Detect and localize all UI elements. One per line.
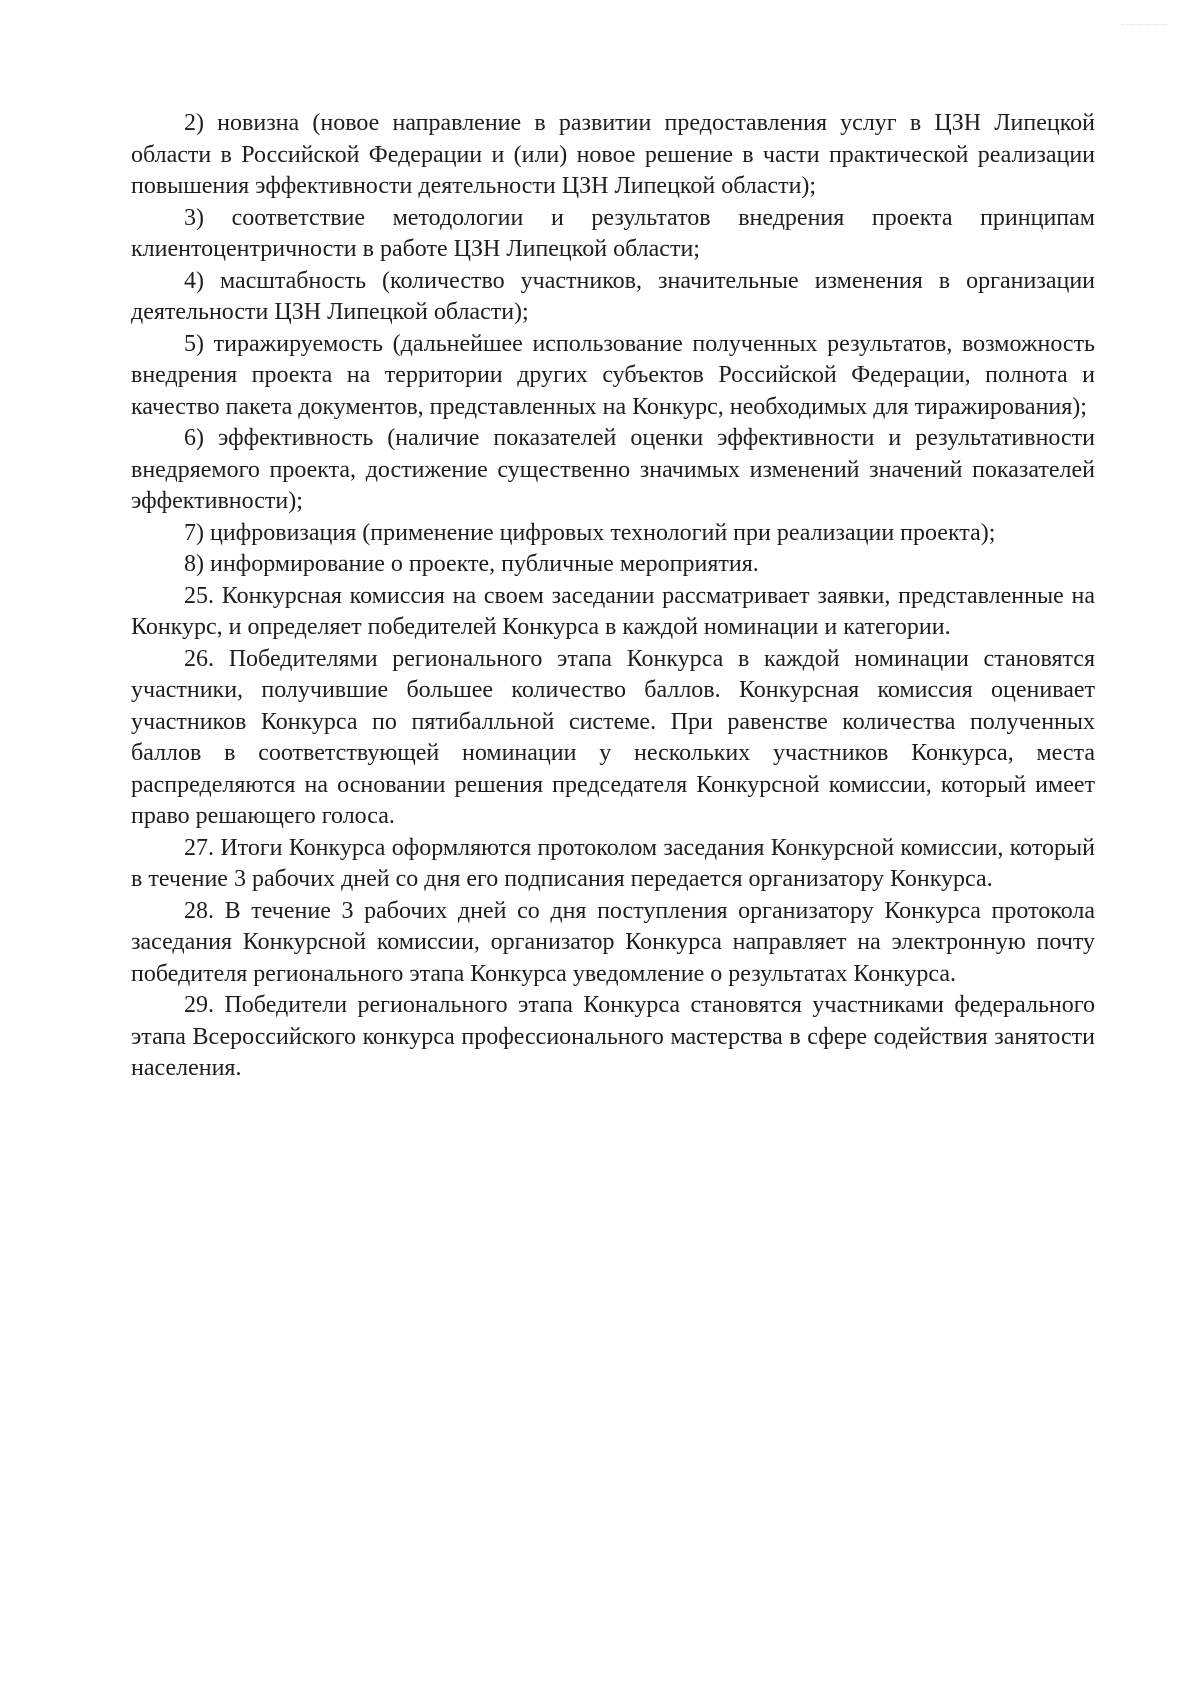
- scan-artifact: [1122, 24, 1168, 30]
- clause-27: 27. Итоги Конкурса оформляются протоколом заседания Конкурсной комиссии, который в течение 3 рабочих дней со дня его подписания передается организатору Конкурса.: [131, 834, 1095, 892]
- list-item-replicability: 5) тиражируемость (дальнейшее использование полученных результатов, возможность внедрения проекта на территории других субъектов Российской Федерации, полнота и качество пакета документов, представленных на Конкурс, необходимых для тиражирования);: [131, 330, 1095, 420]
- list-item-scale: 4) масштабность (количество участников, значительные изменения в организации деятельности ЦЗН Липецкой области);: [131, 267, 1095, 325]
- list-item-novelty: 2) новизна (новое направление в развитии предоставления услуг в ЦЗН Липецкой области в Российской Федерации и (или) новое решение в части практической реализации повышения эффективности деятельности ЦЗН Липецкой области);: [131, 110, 1095, 199]
- clause-26: 26. Победителями регионального этапа Конкурса в каждой номинации становятся участники, получившие большее количество баллов. Конкурсная комиссия оценивает участников Конкурса по пятибалльной системе. При равенстве количества полученных баллов в соответствующей номинации у нескольких участников Конкурса, места распределяются на основании решения председателя Конкурсной комиссии, который имеет право решающего голоса.: [131, 645, 1095, 829]
- list-item-client-centricity: 3) соответствие методологии и результатов внедрения проекта принципам клиентоцентричности в работе ЦЗН Липецкой области;: [131, 204, 1095, 262]
- clause-28: 28. В течение 3 рабочих дней со дня поступления организатору Конкурса протокола заседания Конкурсной комиссии, организатор Конкурса направляет на электронную почту победителя регионального этапа Конкурса уведомление о результатах Конкурса.: [131, 897, 1095, 987]
- list-item-effectiveness: 6) эффективность (наличие показателей оценки эффективности и результативности внедряемого проекта, достижение существенно значимых изменений значений показателей эффективности);: [131, 425, 1095, 514]
- document-body: [131, 108, 1095, 1085]
- list-item-informing: 8) информирование о проекте, публичные мероприятия.: [184, 551, 759, 577]
- clause-29: 29. Победители регионального этапа Конкурса становятся участниками федерального этапа Всероссийского конкурса профессионального мастерства в сфере содействия занятости населения.: [131, 992, 1095, 1081]
- list-item-digitalization: 7) цифровизация (применение цифровых технологий при реализации проекта);: [184, 519, 996, 546]
- clause-25: 25. Конкурсная комиссия на своем заседании рассматривает заявки, представленные на Конкурс, и определяет победителей Конкурса в каждой номинации и категории.: [131, 582, 1095, 640]
